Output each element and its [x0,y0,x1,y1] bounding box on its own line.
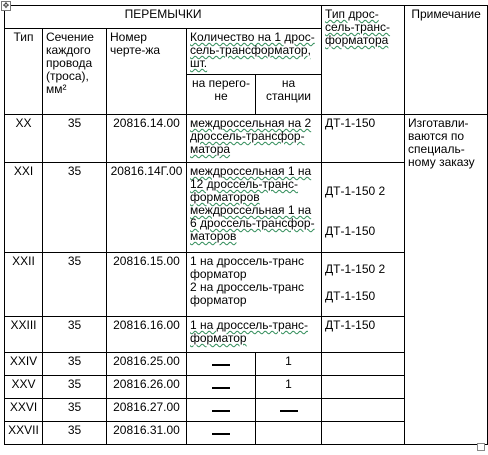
table-row: XXVII 35 20816.31.00 [5,422,488,445]
header-jumpers: ПЕРЕМЫЧКИ [5,6,322,29]
table-row: XXIII 35 20816.16.00 1 на дроссель-транс-форматор ДТ-1-150 [5,317,488,353]
header-drawing: Номер черте-жа [107,29,187,115]
table-row: XXVI 35 20816.27.00 [5,399,488,422]
header-section: Сечение каждого провода (троса), мм² [43,29,107,115]
dash-mark [212,364,230,366]
table-row: XXIV 35 20816.25.00 1 [5,353,488,376]
header-type: Тип [5,29,43,115]
header-on-stage: на перего-не [187,75,256,115]
dash-mark [212,433,230,435]
header-quantity: Количество на 1 дрос-сель-трансформатор, шт. [187,29,322,75]
table-move-handle-icon[interactable]: ✥ [2,1,10,10]
table-row: XX 35 20816.14.00 междроссельная на 2 дроссель-трансфор-матора ДТ-1-150 Изготавли-ваются по специаль-ному заказу [5,115,488,163]
header-at-station: на станции [256,75,322,115]
table-row: XXII 35 20816.15.00 1 на дроссель-транс форматор 2 на дроссель-транс форматор ДТ-1-150 2 ДТ-1-150 [5,253,488,317]
table-row: XXI 35 20816.14Г.00 междроссельная 1 на 12 дроссель-транс-форматоров междроссельная 1 на 6 дроссель-трансфор-маторов ДТ-1-150 2 ДТ-1-150 [5,163,488,253]
dash-mark [212,410,230,412]
header-choke-type: Тип дрос-сель-транс-форматора [322,6,405,115]
table-resize-handle-icon[interactable] [477,443,485,451]
dash-mark [212,387,230,389]
table-row: XXV 35 20816.26.00 1 [5,376,488,399]
jumpers-table [4,5,488,445]
header-note: Примечание [405,6,488,115]
dash-mark [280,410,298,412]
